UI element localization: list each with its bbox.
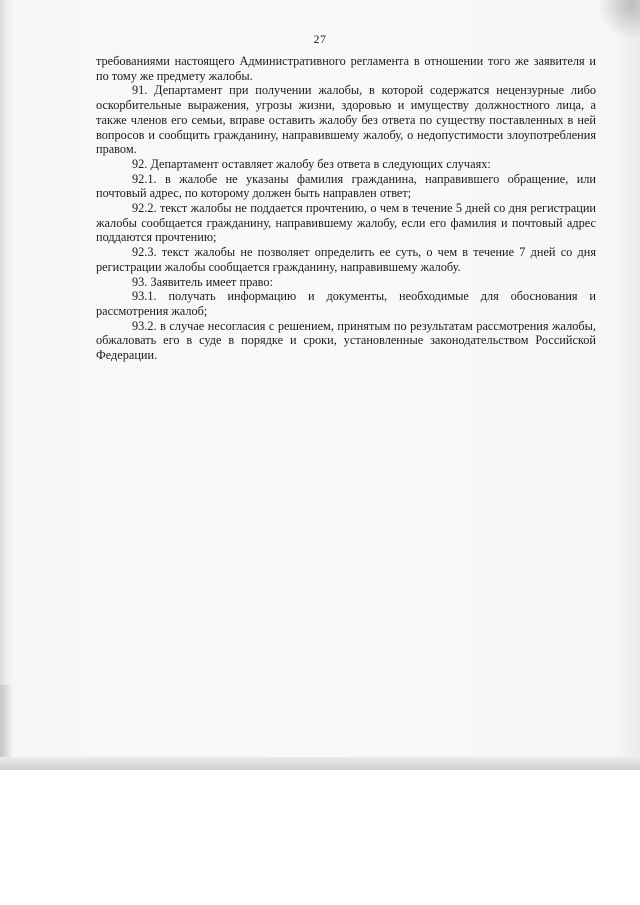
scan-bottom-edge: [0, 757, 640, 770]
paragraph-92: 92. Департамент оставляет жалобу без ответа в следующих случаях:: [132, 156, 491, 171]
page-number: 27: [313, 32, 327, 46]
paragraph-91: 91. Департамент при получении жалобы, в которой содержатся нецензурные либо оскорбительные выражения, угрозы жизни, здоровью и имуществу должностного лица, а также членов его семьи, вправе оставить жалобу без ответа по существу поставленных в ней вопросов и сообщить гражданину, направившему жалобу, о недопустимости злоупотребления правом.: [96, 83, 596, 157]
paragraph-92-1: 92.1. в жалобе не указаны фамилия гражданина, направившего обращение, или почтовый адрес, по которому должен быть направлен ответ;: [96, 171, 596, 201]
document-body: [96, 54, 596, 363]
paragraph-93-2: 93.2. в случае несогласия с решением, принятым по результатам рассмотрения жалобы, обжаловать его в суде в порядке и сроки, установленные законодательством Российской Федерации.: [96, 318, 596, 363]
paragraph-93-1: 93.1. получать информацию и документы, необходимые для обоснования и рассмотрения жалоб;: [96, 289, 596, 318]
paragraph-continuation: требованиями настоящего Административного регламента в отношении того же заявителя и по тому же предмету жалобы.: [96, 54, 596, 83]
scan-left-shadow: [0, 685, 12, 757]
paragraph-93: 93. Заявитель имеет право:: [132, 274, 273, 289]
paragraph-92-3: 92.3. текст жалобы не позволяет определить ее суть, о чем в течение 7 дней со дня регистрации жалобы сообщается гражданину, направившему жалобу.: [96, 245, 596, 274]
paragraph-92-2: 92.2. текст жалобы не поддается прочтению, о чем в течение 5 дней со дня регистрации жалобы сообщается гражданину, направившему жалобу, если его фамилия и почтовый адрес поддаются прочтению;: [96, 201, 596, 245]
